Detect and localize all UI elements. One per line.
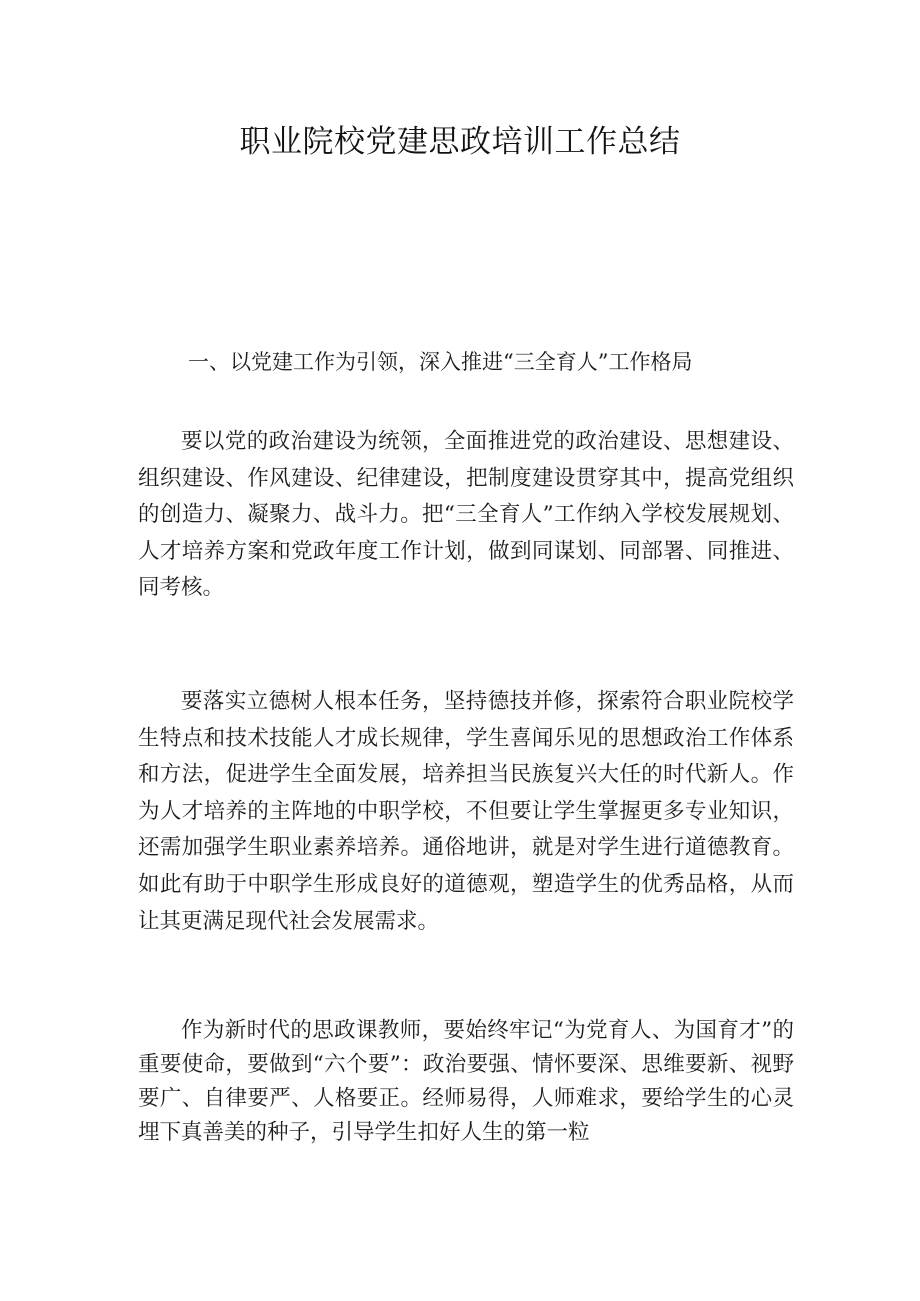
paragraph-1: 要以党的政治建设为统领，全面推进党的政治建设、思想建设、组织建设、作风建设、纪律建设，把制度建设贯穿其中，提高党组织的创造力、凝聚力、战斗力。把“三全育人”工作纳入学校发展规划、人才培养方案和党政年度工作计划，做到同谋划、同部署、同推进、同考核。: [138, 429, 794, 601]
section-heading: 一、以党建工作为引领，深入推进“三全育人”工作格局: [188, 350, 693, 374]
paragraph-3: 作为新时代的思政课教师，要始终牢记“为党育人、为国育才”的重要使命，要做到“六个要”：政治要强、情怀要深、思维要新、视野要广、自律要严、人格要正。经师易得，人师难求，要给学生的心灵埋下真善美的种子，引导学生扣好人生的第一粒: [138, 1018, 794, 1145]
paragraph-2: 要落实立德树人根本任务，坚持德技并修，探索符合职业院校学生特点和技术技能人才成长规律，学生喜闻乐见的思想政治工作体系和方法，促进学生全面发展，培养担当民族复兴大任的时代新人。作为人才培养的主阵地的中职学校，不但要让学生掌握更多专业知识，还需加强学生职业素养培养。通俗地讲，就是对学生进行道德教育。如此有助于中职学生形成良好的道德观，塑造学生的优秀品格，从而让其更满足现代社会发展需求。: [138, 689, 794, 934]
document-title: 职业院校党建思政培训工作总结: [239, 124, 681, 160]
